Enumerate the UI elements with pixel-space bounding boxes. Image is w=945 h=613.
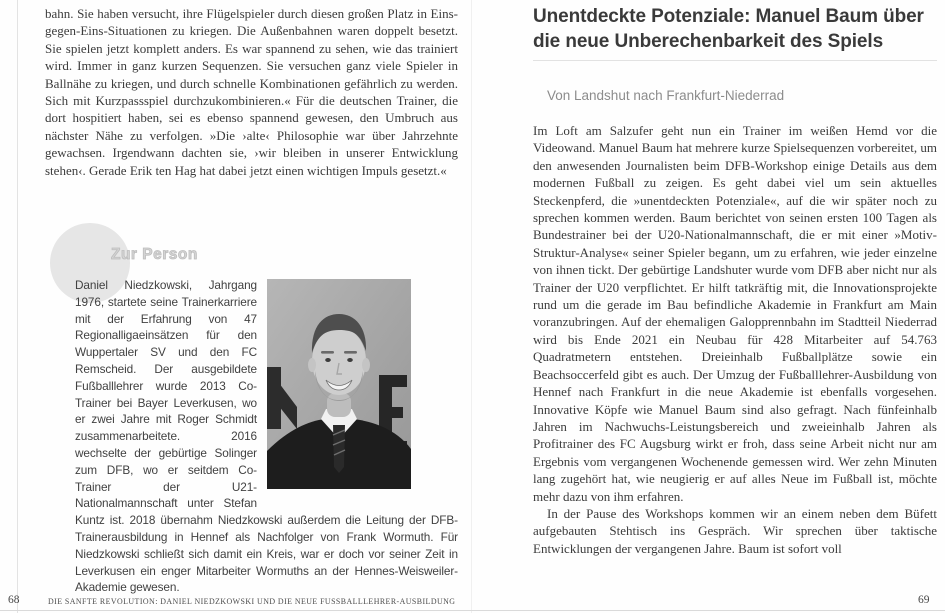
zur-person-heading: Zur Person xyxy=(111,246,198,263)
page-edge-line xyxy=(17,0,18,613)
page-number-right: 69 xyxy=(918,594,930,606)
page-bottom-edge-line xyxy=(0,610,945,611)
body-paragraph: Im Loft am Salzufer geht nun ein Trainer im weißen Hemd vor die Videowand. Manuel Baum hat mehrere kurze Spielsequenzen vorbereitet, um den anwesenden Journalisten beim DFB-Workshop einige Details aus dem modernen Fußball zu zeigen. Es geht dabei viel um sein aktuelles Steckenpferd, die »unentdeckten Potenziale«, auf die wir später noch zu sprechen kommen werden. Baum berichtet von seinen ersten 100 Tagen als Bundestrainer bei der U20-Nationalmannschaft, die er mit einer »Motiv-Struktur-Analyse« seiner Spieler begann, um zu erfahren, wie jeder einzelne von ihnen tickt. Der gebürtige Landshuter wurde vom DFB aber nicht nur als Trainer der U20 verpflichtet. Er hilft tatkräftig mit, die Innovationsprojekte rund um die gerade im Bau befindliche Akademie in Frankfurt am Main voranzubringen. Auf der ehemaligen Galopprennbahn im Stadtteil Niederrad wird bis Ende 2021 ein Neubau für 428 Mitarbeiter auf 54.763 Quadratmetern entstehen. Dreieinhalb Fußballplätze sowie ein Beachsoccerfeld gibt es auch. Der Umzug der Fußballlehrer-Ausbildung von Hennef nach Frankfurt in die neue Akademie ist ebenfalls vorgesehen. Innovative Köpfe wie Manuel Baum sind also gefragt. Nach fünfeinhalb Jahren im Nachwuchs-Leistungsbereich und zweieinhalb Jahren als Profitrainer des FC Augsburg wirkt er froh, dass seine Arbeit nicht nur am Ergebnis vom vergangenen Wochenende gemessen wird. Wer zehn Minuten lang zugehört hat, wie neugierig er auf alles Neue im Fußball ist, möchte mehr dazu von ihm erfahren. xyxy=(533,123,937,504)
zur-person-bio-text: Daniel Niedzkowski, Jahrgang 1976, startete seine Trainerkarriere mit der Erfahrung von 47 Regionalligaeinsätzen für den Wuppertaler SV und den FC Remscheid. Der ausgebildete Fußballlehrer wurde 2013 Co-Trainer bei Bayer Leverkusen, wo er zwei Jahre mit Roger Schmidt zusammenarbeitete. 2016 wechselte der gebürtige Solinger zum DFB, wo er seitdem Co-Trainer der U21-Nationalmannschaft unter Stefan Kuntz ist. 2018 übernahm Niedzkowski außerdem die Leitung der DFB-Trainerausbildung in Hennef als Nachfolger von Frank Wormuth. Für Niedzkowski schließt sich damit ein Kreis, war er doch vor seiner Zeit in Leverkusen ein enger Mitarbeiter Wormuths an der Hennes-Weisweiler-Akademie gewesen. xyxy=(75,278,458,595)
body-paragraph: In der Pause des Workshops kommen wir an einem neben dem Büfett aufgebauten Stehtisch ins Gespräch. Wir sprechen über taktische Entwicklungen der vergangenen Jahre. Baum ist sofort voll xyxy=(533,505,937,556)
page-gutter-line xyxy=(471,0,472,613)
zur-person-bio xyxy=(75,277,458,596)
headline-rule xyxy=(533,60,937,61)
left-page-body-text: bahn. Sie haben versucht, ihre Flügelspieler durch diesen großen Platz in Eins-gegen-Eins-Situationen zu kriegen. Die Außenbahnen waren doppelt besetzt. Sie spielen jetzt komplett anders. Es war spannend zu sehen, wie das trainiert wird. Immer in ganz kurzen Sequenzen. Sie versuchen ganz viele Spieler in Ballnähe zu kriegen, und durch schnelle Kombinationen gefährlich zu werden. Sich mit Kurzpassspiel durchzukombinieren.« Für die deutschen Trainer, die dort hospitiert haben, sei es ebenso spannend gewesen, den Umbruch aus nächster Nähe zu verfolgen. »Die ›alte‹ Philosophie war über Jahrzehnte gewachsen. Irgendwann dachten sie, ›wir bleiben in unserer Entwicklung stehen‹. Gerade Erik ten Hag hat dabei jetzt einen wichtigen Impuls gesetzt.« xyxy=(45,6,458,178)
portrait-photo-daniel-niedzkowski xyxy=(267,279,411,489)
section-kicker: Von Landshut nach Frankfurt-Niederrad xyxy=(547,88,785,103)
right-page xyxy=(533,0,937,557)
running-footer-left: DIE SANFTE REVOLUTION: DANIEL NIEDZKOWSKI UND DIE NEUE FUSSBALLLEHRER-AUSBILDUNG xyxy=(48,597,456,606)
page-number-left: 68 xyxy=(8,594,20,606)
right-page-body xyxy=(533,122,937,557)
chapter-headline: Unentdeckte Potenziale: Manuel Baum über die neue Unberechenbarkeit des Spiels xyxy=(533,6,924,52)
